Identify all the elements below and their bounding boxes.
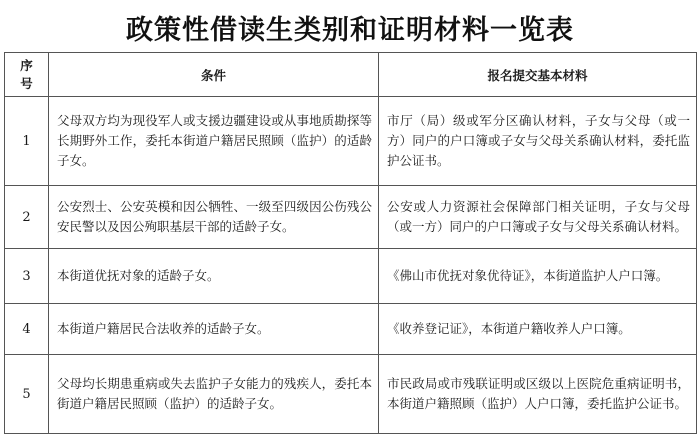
table-row: [5, 355, 697, 434]
row-condition: 本街道户籍居民合法收养的适龄子女。: [49, 304, 379, 355]
row-condition: 父母双方均为现役军人或支援边疆建设或从事地质勘探等长期野外工作，委托本街道户籍居民照顾（监护）的适龄子女。: [49, 97, 379, 186]
header-seq: 序 号: [5, 53, 49, 97]
row-materials: 公安或人力资源社会保障部门相关证明，子女与父母（或一方）同户的户口簿或子女与父母关系确认材料。: [379, 186, 697, 249]
row-seq: 5: [5, 355, 49, 434]
row-seq: 1: [5, 97, 49, 186]
row-condition: 公安烈士、公安英模和因公牺牲、一级至四级因公伤残公安民警以及因公殉职基层干部的适龄子女。: [49, 186, 379, 249]
row-materials: 市民政局或市残联证明或区级以上医院危重病证明书，本街道户籍照顾（监护）人户口簿，委托监护公证书。: [379, 355, 697, 434]
row-condition: 父母均长期患重病或失去监护子女能力的残疾人，委托本街道户籍居民照顾（监护）的适龄子女。: [49, 355, 379, 434]
header-condition: 条件: [49, 53, 379, 97]
row-materials: 市厅（局）级或军分区确认材料，子女与父母（或一方）同户的户口簿或子女与父母关系确认材料，委托监护公证书。: [379, 97, 697, 186]
table-row: [5, 304, 697, 355]
table-row: [5, 97, 697, 186]
row-seq: 4: [5, 304, 49, 355]
document-title: 政策性借读生类别和证明材料一览表: [126, 15, 574, 46]
header-materials: 报名提交基本材料: [379, 53, 697, 97]
row-materials: 《佛山市优抚对象优待证》，本街道监护人户口簿。: [379, 249, 697, 304]
row-seq: 2: [5, 186, 49, 249]
policy-table: [4, 52, 697, 434]
table-header-row: [5, 53, 697, 97]
row-materials: 《收养登记证》，本街道户籍收养人户口簿。: [379, 304, 697, 355]
row-condition: 本街道优抚对象的适龄子女。: [49, 249, 379, 304]
table-row: [5, 249, 697, 304]
row-seq: 3: [5, 249, 49, 304]
table-row: [5, 186, 697, 249]
